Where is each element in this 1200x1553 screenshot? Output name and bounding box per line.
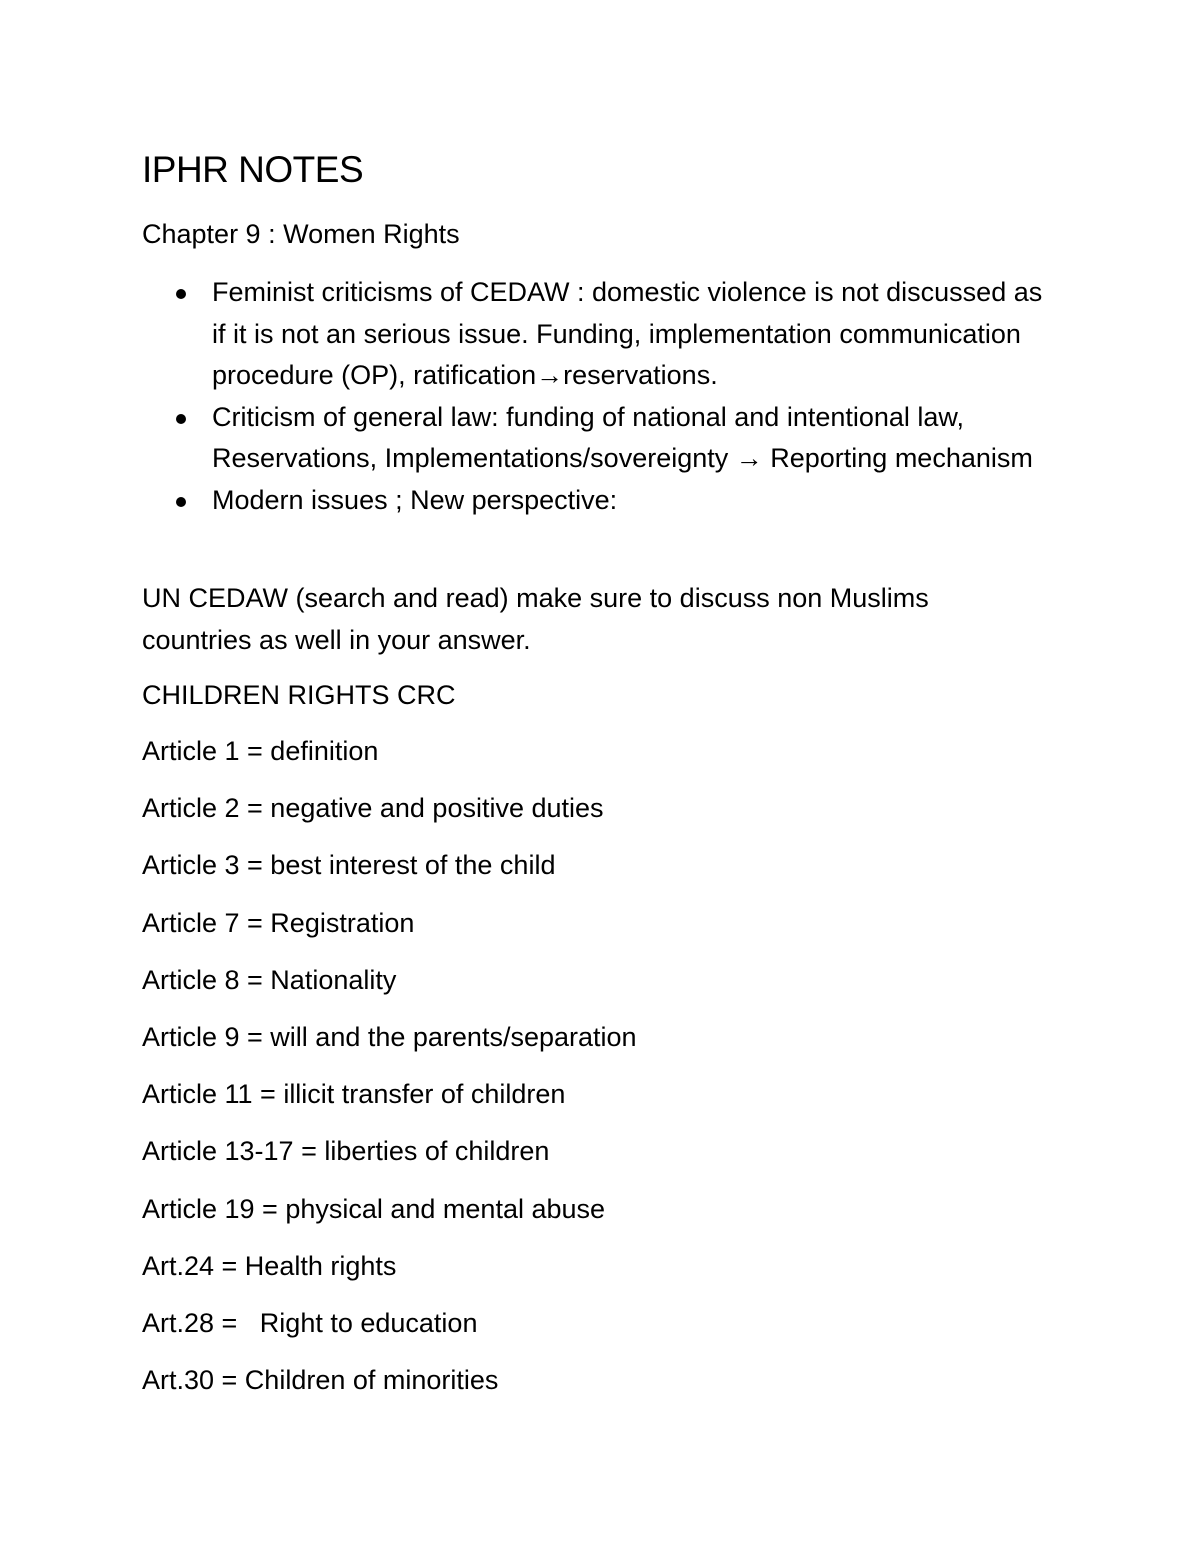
list-item: Article 7 = Registration <box>142 907 415 938</box>
list-item: Art.24 = Health rights <box>142 1250 397 1281</box>
list-item: Article 2 = negative and positive duties <box>142 793 604 824</box>
article-list <box>142 733 637 1419</box>
list-item: Article 1 = definition <box>142 736 379 766</box>
list-item: Article 11 = illicit transfer of children <box>142 1079 566 1110</box>
list-item: Article 9 = will and the parents/separation <box>142 1021 637 1052</box>
chapter-heading: Chapter 9 : Women Rights <box>142 219 460 249</box>
list-item <box>142 272 1062 397</box>
crc-heading: CHILDREN RIGHTS CRC <box>142 680 456 710</box>
bullet-text: Criticism of general law: funding of national and intentional law, Reservations, Implementations/sovereignty → Reporting mechanism <box>212 401 1033 473</box>
list-item: Article 19 = physical and mental abuse <box>142 1193 606 1224</box>
list-item <box>142 397 1062 480</box>
bullet-icon <box>176 414 186 424</box>
cedaw-note-paragraph: UN CEDAW (search and read) make sure to discuss non Muslims countries as well in your answer. <box>142 583 929 655</box>
bullet-icon <box>176 289 186 299</box>
bullet-icon <box>176 497 186 507</box>
list-item: Art.30 = Children of minorities <box>142 1365 499 1396</box>
bullet-text: Modern issues ; New perspective: <box>212 484 618 515</box>
list-item: Article 3 = best interest of the child <box>142 850 556 881</box>
list-item: Art.28 = Right to education <box>142 1307 478 1338</box>
list-item <box>142 480 1062 522</box>
document-title: IPHR NOTES <box>142 149 364 190</box>
bullet-text: Feminist criticisms of CEDAW : domestic violence is not discussed as if it is not an serious issue. Funding, implementation communication procedure (OP), ratification→reservations. <box>212 277 1043 390</box>
list-item: Article 13-17 = liberties of children <box>142 1136 550 1167</box>
list-item: Article 8 = Nationality <box>142 964 397 995</box>
criticism-bullet-list <box>142 272 1062 521</box>
